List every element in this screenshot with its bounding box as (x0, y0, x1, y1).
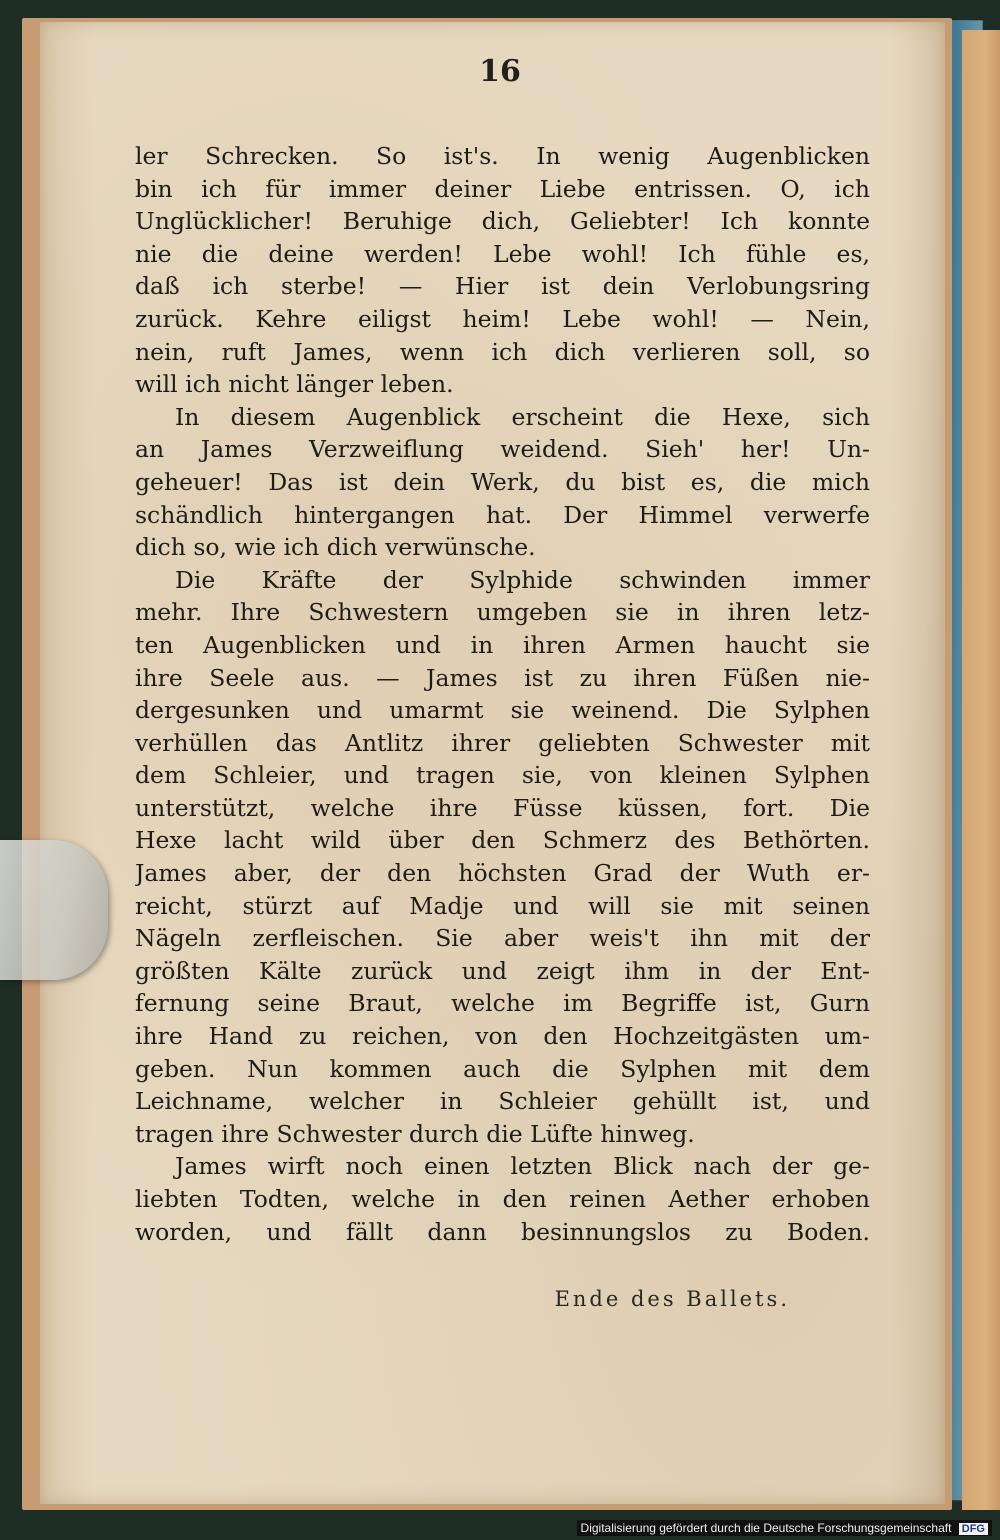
text-line: nie die deine werden! Lebe wohl! Ich fühle es, (135, 239, 870, 268)
text-line: Nägeln zerfleischen. Sie aber weis't ihn mit der (135, 924, 870, 953)
footer-credit: Digitalisierung gefördert durch die Deutsche Forschungsgemeinschaft (580, 1521, 952, 1535)
text-line: liebten Todten, welche in den reinen Aether erhoben (135, 1185, 870, 1213)
text-line: zurück. Kehre eiligst heim! Lebe wohl! — Nein, (135, 304, 870, 333)
text-line: größten Kälte zurück und zeigt ihm in der Ent- (135, 956, 870, 985)
text-line: geben. Nun kommen auch die Sylphen mit dem (135, 1054, 870, 1083)
body-text (135, 140, 870, 1248)
text-line: James aber, der den höchsten Grad der Wuth er- (135, 859, 870, 888)
text-line: reicht, stürzt auf Madje und will sie mit seinen (135, 891, 870, 920)
text-line: Hexe lacht wild über den Schmerz des Bethörten. (135, 826, 870, 855)
text-line: ihre Seele aus. — James ist zu ihren Füßen nie- (135, 663, 870, 692)
page-number: 16 (479, 54, 521, 89)
text-line: schändlich hintergangen hat. Der Himmel verwerfe (135, 500, 870, 529)
dfg-logo: DFG (959, 1523, 988, 1535)
text-line: worden, und fällt dann besinnungslos zu Boden. (135, 1217, 870, 1246)
text-line: fernung seine Braut, welche im Begriffe ist, Gurn (135, 989, 870, 1018)
text-line: will ich nicht länger leben. (135, 370, 454, 399)
text-line: bin ich für immer deiner Liebe entrissen. O, ich (135, 174, 870, 203)
text-line: Die Kräfte der Sylphide schwinden immer (175, 565, 870, 594)
text-line: James wirft noch einen letzten Blick nach der ge- (175, 1152, 870, 1181)
text-line: verhüllen das Antlitz ihrer geliebten Schwester mit (135, 728, 870, 757)
text-line: ihre Hand zu reichen, von den Hochzeitgästen um- (135, 1022, 870, 1051)
text-line: dich so, wie ich dich verwünsche. (135, 533, 536, 562)
text-line: Leichname, welcher in Schleier gehüllt ist, und (135, 1087, 870, 1116)
text-line: dem Schleier, und tragen sie, von kleinen Sylphen (135, 761, 870, 790)
text-line: Unglücklicher! Beruhige dich, Geliebter! Ich konnte (135, 207, 870, 236)
text-line: In diesem Augenblick erscheint die Hexe, sich (175, 402, 870, 431)
end-note (0, 1287, 790, 1311)
text-line: nein, ruft James, wenn ich dich verlieren soll, so (135, 337, 870, 366)
text-line: geheuer! Das ist dein Werk, du bist es, die mich (135, 467, 870, 496)
facing-page-edge (962, 30, 1000, 1510)
text-line: unterstützt, welche ihre Füsse küssen, fort. Die (135, 793, 870, 822)
text-line: an James Verzweiflung weidend. Sieh' her! Un- (135, 435, 870, 464)
text-line: mehr. Ihre Schwestern umgeben sie in ihren letz- (135, 598, 870, 627)
digitization-footer (577, 1520, 992, 1536)
text-line: tragen ihre Schwester durch die Lüfte hinweg. (135, 1119, 695, 1148)
text-line: daß ich sterbe! — Hier ist dein Verlobungsring (135, 272, 870, 301)
text-line: ler Schrecken. So ist's. In wenig Augenblicken (135, 142, 870, 170)
page-holder-clip (0, 840, 108, 980)
text-line: dergesunken und umarmt sie weinend. Die Sylphen (135, 696, 870, 725)
text-line: ten Augenblicken und in ihren Armen haucht sie (135, 630, 870, 659)
end-note-text: Ende des Ballets. (554, 1287, 790, 1311)
